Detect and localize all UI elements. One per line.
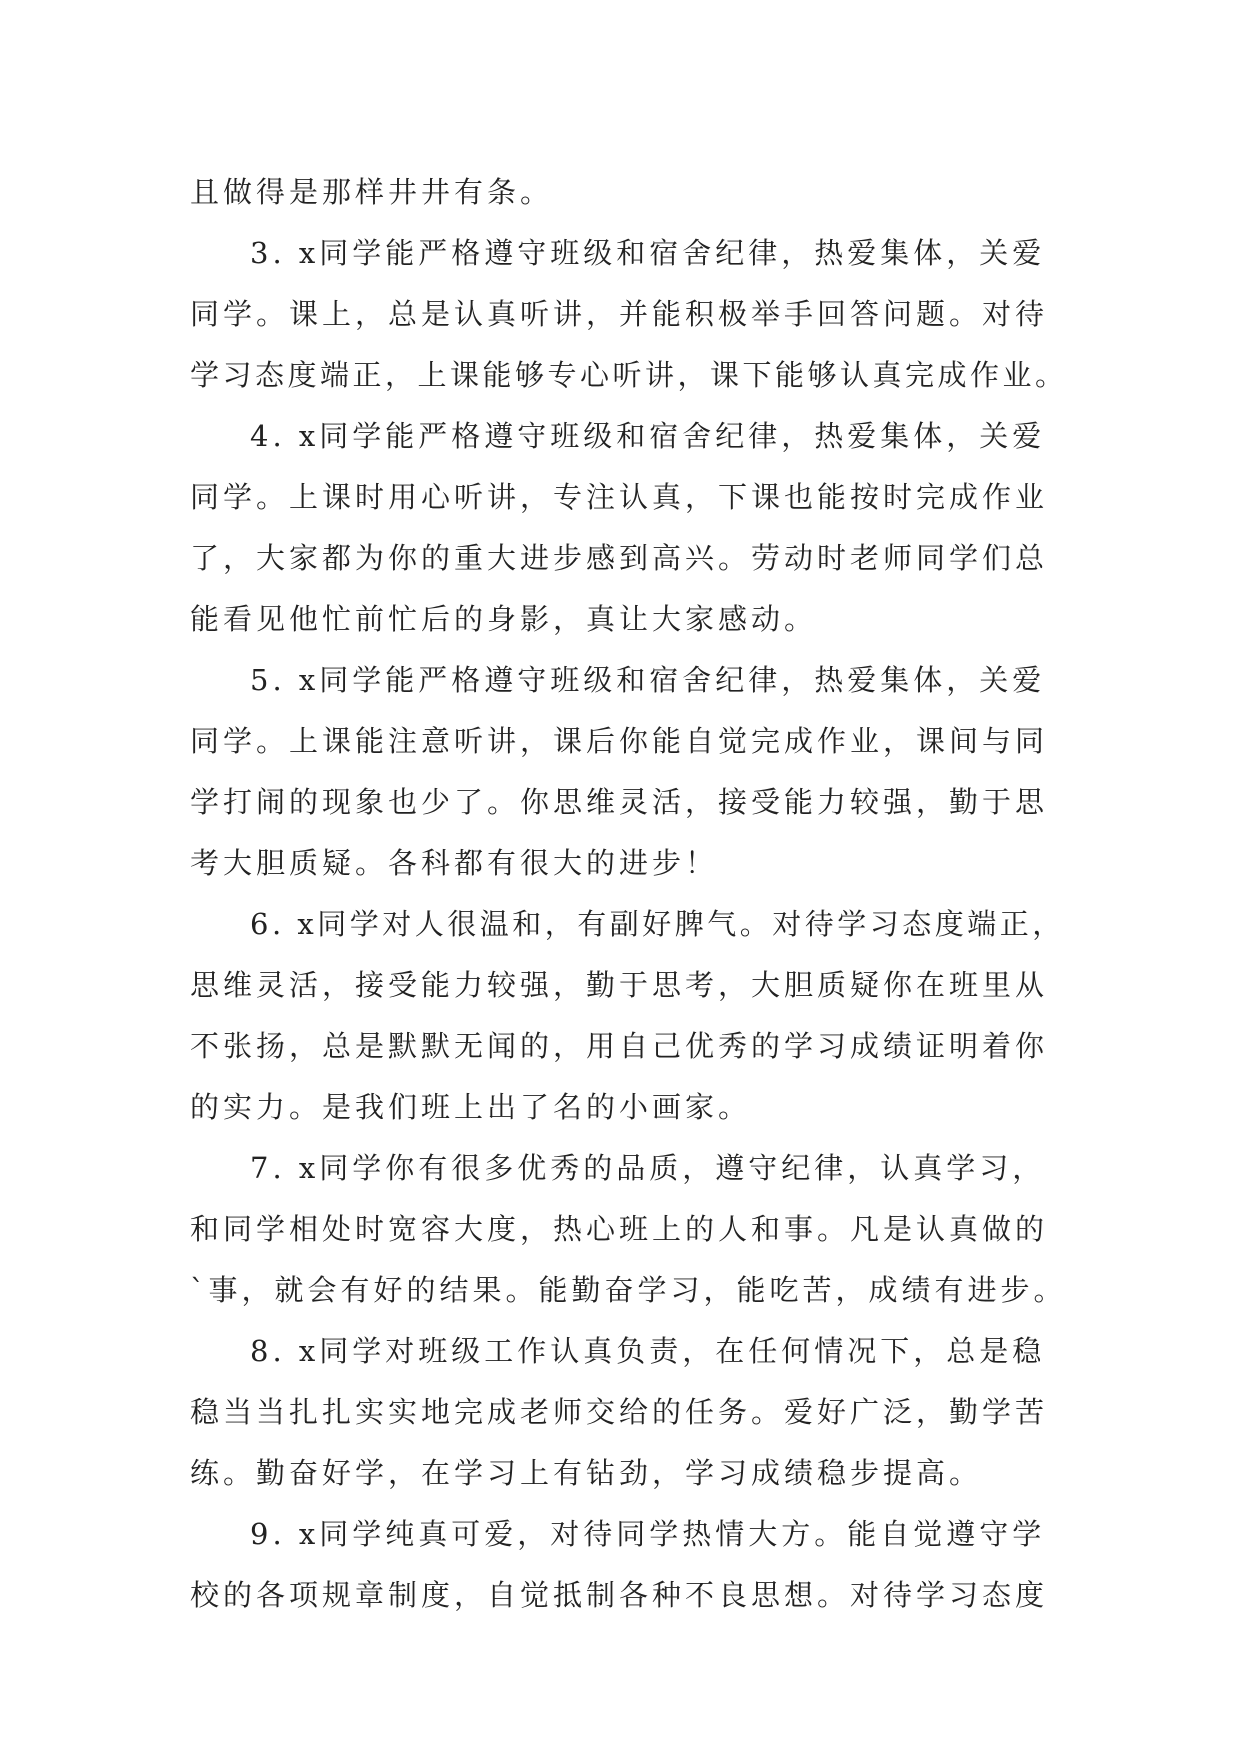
paragraph-first-line: 8. x同学对班级工作认真负责，在任何情况下，总是稳 (250, 1334, 1046, 1368)
paragraph-first-line: 9. x同学纯真可爱，对待同学热情大方。能自觉遵守学 (250, 1517, 1046, 1551)
paragraph-first-line: 3. x同学能严格遵守班级和宿舍纪律，热爱集体，关爱 (250, 236, 1046, 270)
paragraph-line: 稳当当扎扎实实地完成老师交给的任务。爱好广泛，勤学苦 (190, 1395, 1049, 1429)
paragraph-line: 思维灵活，接受能力较强，勤于思考，大胆质疑你在班里从 (190, 968, 1049, 1002)
paragraph-line: 学打闹的现象也少了。你思维灵活，接受能力较强，勤于思 (190, 785, 1049, 819)
paragraph-line: 的实力。是我们班上出了名的小画家。 (190, 1090, 752, 1124)
paragraph-line: 且做得是那样井井有条。 (190, 175, 554, 209)
paragraph-line: 考大胆质疑。各科都有很大的进步！ (190, 846, 719, 880)
paragraph-line: 能看见他忙前忙后的身影，真让大家感动。 (190, 602, 818, 636)
paragraph-line: 学习态度端正，上课能够专心听讲，课下能够认真完成作业。 (190, 358, 1068, 392)
paragraph-line: 不张扬，总是默默无闻的，用自己优秀的学习成绩证明着你 (190, 1029, 1049, 1063)
paragraph-line: 和同学相处时宽容大度，热心班上的人和事。凡是认真做的 (190, 1212, 1049, 1246)
paragraph-line: 校的各项规章制度，自觉抵制各种不良思想。对待学习态度 (190, 1578, 1049, 1612)
paragraph-first-line: 5. x同学能严格遵守班级和宿舍纪律，热爱集体，关爱 (250, 663, 1046, 697)
document-body (190, 162, 1070, 1626)
paragraph-line: 同学。上课能注意听讲，课后你能自觉完成作业，课间与同 (190, 724, 1049, 758)
paragraph-line: 练。勤奋好学，在学习上有钻劲，学习成绩稳步提高。 (190, 1456, 983, 1490)
paragraph-line: 了，大家都为你的重大进步感到高兴。劳动时老师同学们总 (190, 541, 1049, 575)
paragraph-line: 同学。课上，总是认真听讲，并能积极举手回答问题。对待 (190, 297, 1049, 331)
paragraph-first-line: 4. x同学能严格遵守班级和宿舍纪律，热爱集体，关爱 (250, 419, 1046, 453)
paragraph-first-line: 6. x同学对人很温和，有副好脾气。对待学习态度端正， (250, 907, 1065, 941)
paragraph-first-line: 7. x同学你有很多优秀的品质，遵守纪律，认真学习， (250, 1151, 1046, 1185)
paragraph-line: `事，就会有好的结果。能勤奋学习，能吃苦，成绩有进步。 (190, 1273, 1067, 1307)
paragraph-line: 同学。上课时用心听讲，专注认真，下课也能按时完成作业 (190, 480, 1049, 514)
